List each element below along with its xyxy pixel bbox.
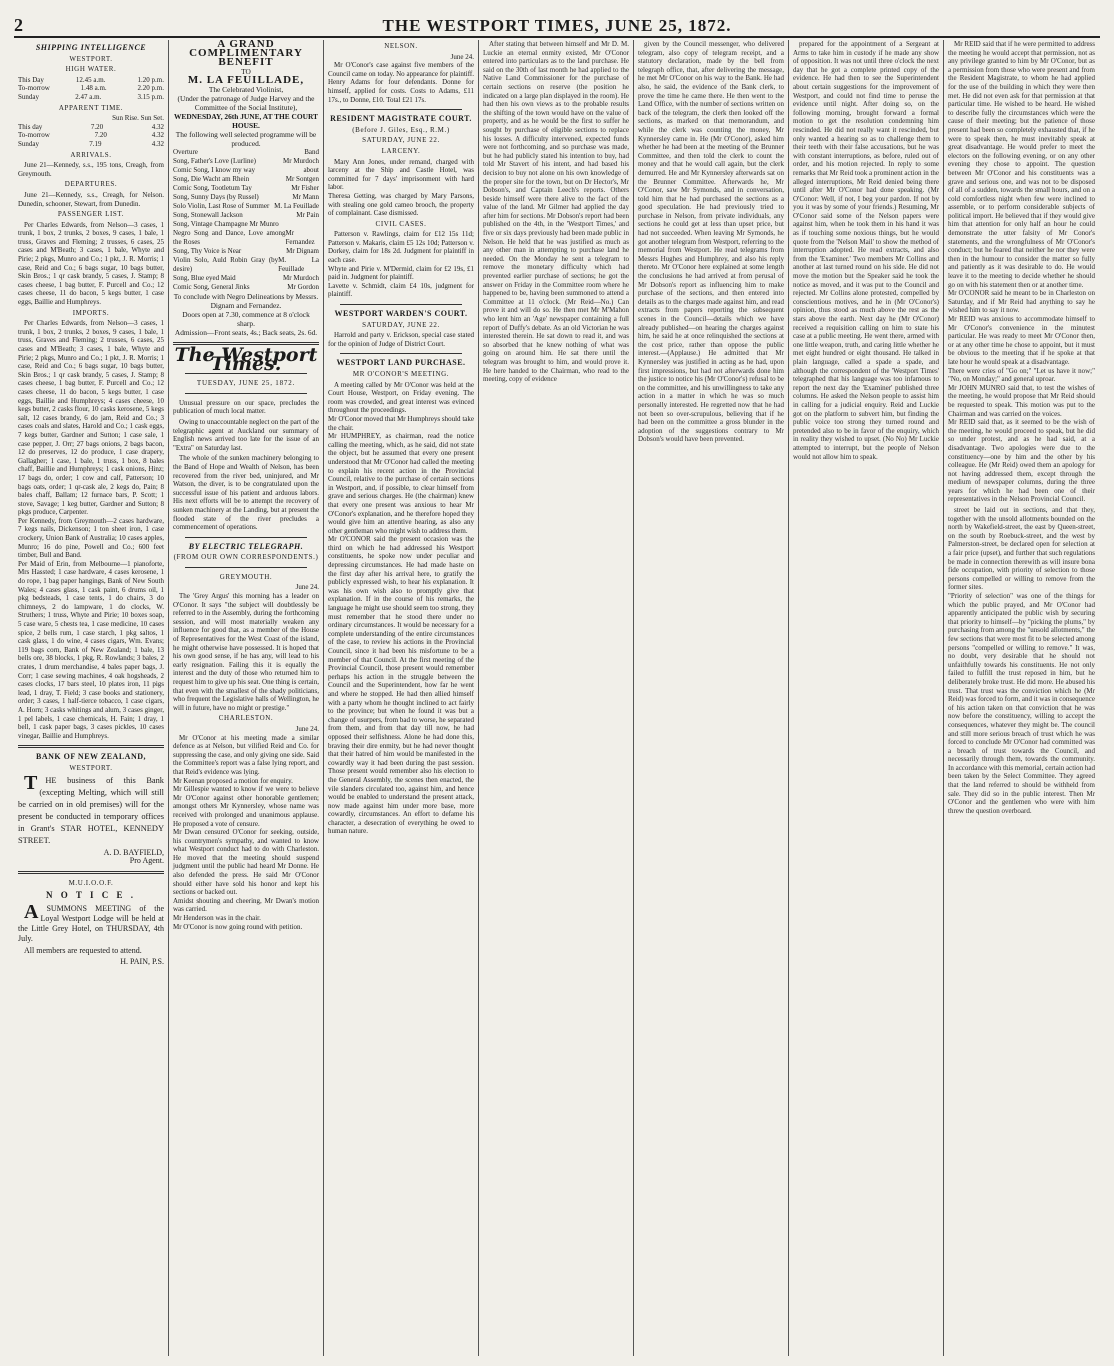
- program-item: Negro Song and Dance, Love among the Roses Mr Fernandez: [173, 229, 315, 246]
- wardens-heading: WESTPORT WARDEN'S COURT.: [334, 309, 468, 319]
- magistrate-body: Mary Ann Jones, under remand, charged with larceny at the Ship and Castle Hotel, was committed for 7 days' imprisonment with hard labor. Theresa Getting, was charged by Mary Parsons, with stealing one gold cameo brooch, the property of complainant. Case dismissed.: [328, 157, 474, 218]
- leader-paragraph: Owing to unaccountable neglect on the part of the telegraphic agent at Auckland our summary of English news arrived too late for the issue of an "Extra" on Saturday last.: [173, 417, 319, 452]
- program-item: Song, Die Wacht am Rhein Mr Sontgen: [173, 175, 319, 183]
- wardens-body: Harrold and party v. Erickson, special case stated for the opinion of Judge of District Court.: [328, 331, 474, 348]
- page-number: 2: [14, 15, 23, 35]
- shipping-port: WESTPORT.: [69, 54, 113, 63]
- benefit-line: (Under the patronage of Judge Harvey and the Committee of the Social Institute),: [177, 94, 315, 112]
- article-text: Mr REID said that if he were permitted to address the meeting he would accept that permission, not as any privilege granted to him by Mr O'Conor, but as a permission from those who were present and from the Resident Magistrate, to whom he had applied for the use of the building in which they were then met. He did not even ask for that permission at that particular time. He wished to be heard. He wished to describe fully the circumstances which were the cause of their meeting; but the patience of those present had been so completely exhausted that, if he were to speak then, he must inevitably speak at great disadvantage. He would prefer to meet the electors on the following evening, or on any other evening they chose to appoint. The question between Mr O'Conor and his constituents was a grave and serious one, and was not to be disposed of all of a sudden, towards the small hours, and on a cold comfortless night when few were inclined to assemble, or to perform considerable subjects of political import. He believed that if they would give him that attention for only half an hour he could demonstrate the utter falsity of Mr Conor's statements, and the wrongfulness of Mr O'Conor's conduct; but he feared that neither he nor they were then in the humour to consider the matter so fully and patiently as it was desirable to do. He would leave it to the meeting to decide whether he should go on with his statement then or at another time. Mr O'CONOR said he meant to be in Charleston on Saturday, and if Mr Reid had anything to say he wished him to say it now. Mr REID was anxious to accommodate himself to Mr O'Conor's convenience in the minutest particular. He was ready to meet Mr O'Conor then, or at any other time he chose to appoint, but it must be obvious to the meeting that if he spoke at that late hour he would speak at a disadvantage. There were cries of "Go on;" "Let us have it now;" "No, on Monday;" and general uproar. Mr JOHN MUNRO said that, to test the wishes of the meeting, he would propose that Mr Reid should be requested to speak. This motion was put to the Chairman and was carried on the voices. Mr REID said that, as it seemed to be the wish of the meeting, he would proceed to speak, but he did so under protest, and as he had said, at a disadvantage. Two apologies were due to the constituency—one by him and the other by his colleague. He (Mr Reid) owed them an apology for not having addressed them, except through the medium of newspaper columns, during the three years for which he had been one of their representatives in the Nelson Provincial Council.: [948, 40, 1095, 504]
- divider: [340, 353, 462, 354]
- issue-date: TUESDAY, JUNE 25, 1872.: [196, 379, 296, 388]
- shipping-heading: SHIPPING INTELLIGENCE: [35, 43, 147, 52]
- passenger-heading: PASSENGER LIST.: [57, 210, 125, 219]
- nelson-body: Mr O'Conor's case against five members of the Council came on today. No appearance for plaintiff. Henry Adams for four defendants. Donne for himself, applied for costs. Costs to Adams, £11 17s., to Donne, £10. Total £21 17s.: [328, 61, 474, 104]
- sun-header: Sun Rise. Sun Set.: [112, 114, 164, 123]
- benefit-line: WEDNESDAY, 26th JUNE, AT THE COURT HOUSE.: [174, 112, 318, 130]
- leader-paragraph: The whole of the sunken machinery belonging to the Band of Hope and Wealth of Nelson, has been recovered from the river bed, uninjured, and Mr Watson, the diver, is to be congratulated upon the successful issue of his patient and arduous labors. His next efforts will be to attempt the recovery of sunken machinery at the Landing, but at present the flooded state of the river precludes a commencement of operations.: [173, 454, 319, 532]
- column-5: [634, 40, 789, 1356]
- benefit-line: To conclude with Negro Delineations by Messrs. Dignam and Fernandez.: [173, 292, 319, 310]
- program-item: Comic Song, Tootletum Tay Mr Fisher: [173, 184, 319, 192]
- imports-heading: IMPORTS.: [72, 308, 110, 317]
- program-item: Song, Stonewall Jackson Mr Pain: [173, 211, 319, 219]
- departures-text: June 21—Kennedy, s.s., Creagh, for Nelson. Dunedin, schooner, Stewart, from Dunedin.: [18, 190, 164, 208]
- land-body: A meeting called by Mr O'Conor was held at the Court House, Westport, on Friday evening. The room was crowded, and great interest was evinced throughout the proceedings. Mr O'Conor moved that Mr Humphreys should take the chair. Mr HUMPHREY, as chairman, read the notice calling the meeting, which, as he said, did not state the object, but he assumed that every one present understood that Mr O'Conor had called the meeting to explain his recent action in the Provincial Council, relative to the purchase of certain sections in Westport, and, if possible, to clear himself from grave and serious charges. He (the chairman) knew that every one present was anxious to hear Mr O'Conor's explanation, and he therefore hoped they would give him an attentive hearing, as also any other gentleman who might wish to address them. Mr O'CONOR said the present occasion was the third on which he had addressed his Westport constituents, he spoke now under peculiar and depressing circumstances. He had made haste on the first day after his arrival here, to gratify the publicly expressed wish, to hear his explanation. It was his own wish also to promptly give that explanation. If in the course of his remarks, the language he might use should seem too strong, they must remember that he stood there under no ordinary circumstances. It would be necessary for a complete understanding of the entire circumstances of the case, to review his actions in the Provincial Council, since it had been his misfortune to be a member of that Council. At the first meeting of the Provincial Council, those present would remember perhaps his action in the struggle between the Council and the Superintendent, how far he went and where he stopped. He had then allied himself with a party whom he thought inclined to act fairly to the province; but when he found it was but a change of usurpers, from bad to worse, he separated from them, and from that day till now, he had opposed their selfishness. Alone he had done this, braving their dire enmity, but he had never thought that their hatred of him would be manifested in the cowardly way it had been during the past session. Those present would remember also his election to the General Assembly, the scenes then enacted, the vile slanders circulated too, against him, and hence would be enabled to understand the present attack, now made against him under more base, more cowardly, circumstances. An effort to defame his character, a desecration of everything he owed to human nature.: [328, 380, 474, 836]
- article-text: prepared for the appointment of a Sergeant at Arms to take him in custody if he made any show of opposition. It was not until three o'clock the next day that he got a complete printed copy of the evidence. He had then to see the Superintendent about certain suggestions for the improvement of Westport, and could not find time to peruse the evidence until night. After doing so, on the following morning, brought forward a formal motion to get the resolution condemning him rescinded. He did not really want it rescinded, but only wanted a hearing so as to challenge them to their teeth with their false accusations, but he was with constant interruptions, as before, ruled out of order, and his motion rejected. In reply to some remarks that Mr Reid took a prominent action in the alleged interruptions, Mr Reid denied being there until after Mr O'Conor had done speaking. (Mr O'Conor: Well, if not, I beg your pardon. If not by you it was by some of your friends.) Resuming, Mr O'Conor said some of the Nelson papers were against him, when he took them in his hand it was as if touching some noxious things, but he would quote from the 'Nelson Mail' to show the method of interruption adopted. He read extracts, and also from the 'Examiner.' Two members Mr Collins and another at last turned round on his side. He did not move the motion but the Speaker said he took the notice as moved, and it was put to the Council and rejected. Mr Collins alone protested, compelled by conscientious motives, and he in (Mr O'Conor's) opinion, thus stood as much above the rest as the stars above the earth. Next day he (Mr O'Conor) received a requisition calling on him to state his case at a public meeting. He went there, armed with one little weapon, truth, and caring little whether he met eight hundred or eight thousand. He talked in plain language, called a spade a spade, and although the correspondent of the 'Westport Times' telegraphed that his language was too infamous to report the next day the 'Examiner' published three columns. He asked the Nelson people to assist him in calling for a judicial enquiry. Reid and Luckie got on the platform to subvert him, but finding the public voice too strong they turned round and pretended also to be in favor of the enquiry, which in reality they wished to upset. (No No) Mr Luckie attempted to interrupt, but the people of Nelson would not allow him to speak.: [793, 40, 939, 461]
- charleston-date: June 24.: [295, 724, 319, 733]
- notice-body-2: All members are requested to attend.: [24, 945, 142, 955]
- telegraph-heading: BY ELECTRIC TELEGRAPH.: [188, 541, 304, 551]
- program-item: Overture Band: [173, 148, 319, 156]
- page-columns: [14, 40, 1100, 1356]
- divider: [340, 304, 462, 305]
- notice-signatory: H. PAIN, P.S.: [120, 956, 164, 966]
- column-3: [324, 40, 479, 1356]
- bank-heading: BANK OF NEW ZEALAND,: [35, 752, 146, 762]
- divider: [185, 567, 307, 568]
- tide-row: Sunday 2.47 a.m. 3.15 p.m.: [18, 92, 164, 101]
- greymouth-heading: GREYMOUTH.: [219, 572, 273, 581]
- divider: [340, 109, 462, 110]
- bank-role: Pro Agent.: [129, 856, 164, 866]
- benefit-line: COMPLIMENTARY BENEFIT: [189, 47, 303, 68]
- bank-place: WESTPORT.: [69, 763, 113, 772]
- column-7: [944, 40, 1099, 1356]
- larceny-heading: LARCENY.: [381, 146, 421, 155]
- divider: [18, 871, 164, 874]
- masthead: [14, 10, 1100, 38]
- benefit-line: A GRAND: [217, 40, 275, 50]
- land-sub: MR O'CONOR'S MEETING.: [352, 370, 450, 378]
- arrivals-text: June 21—Kennedy, s.s., 195 tons, Creagh, from Greymouth.: [18, 161, 164, 178]
- sun-row: To-morrow 7.20 4.32: [18, 131, 164, 140]
- magistrate-date: SATURDAY, JUNE 22.: [362, 136, 440, 145]
- benefit-line: M. LA FEUILLADE,: [187, 74, 305, 86]
- benefit-line: Admission—Front seats, 4s.; Back seats, 2s. 6d.: [174, 328, 318, 337]
- program-item: Comic Song, I know my way about: [173, 166, 319, 174]
- column-1: [14, 40, 169, 1356]
- civil-heading: CIVIL CASES.: [375, 219, 427, 228]
- arrivals-heading: ARRIVALS.: [70, 150, 112, 159]
- nelson-date: June 24.: [450, 52, 474, 61]
- article-text: After stating that between himself and Mr D. M. Luckie an eternal enmity existed, Mr O'Conor entered into particulars as to the land purchase. He said on the 30th of last month he had applied to the Native Land Commissioner for the purchase of certain sections on reserve (the position he indicated on a large plan displayed in the room). He had then his own views as to the probable results the shifting of the town would have on the value of property, and as he would be the first to suffer he sought by purchase of eligible sections to replace his losses. A difficulty intervened, expected funds were not forthcoming, and so purchase was made, but he had publicly stated his intention to buy, had told Mr Stavert of his intent, and had based his decision to buy not alone on his own knowledge of the proper site for the town, but on Dr Hector's, Mr Dobson's, and Captain Leech's reports. Others beside himself were there alive to the fact of the value of the land. Mr Gilmer had applied the day after him for sections. Mr Dobson's report had been published on the 4th, in the 'Westport Times,' and five or six days previously had been made public in Nelson. He held that he was justified as much as any other man in attempting to purchase land he needed. On the Monday he sent a telegram to remove the monetary difficulty which had prevented earlier purchase of sections; he got the answer on Friday in the Committee room where he happened to be, having been summoned to attend a Committee at 11 o'clock. (Mr Reid—No.) Can prove it and will do so. He then met Mr M'Mahon who lent him an 'Age' newspaper containing a full report of Duffy's debate. As an old Victorian he was interested therein. He sat down to read it, and was so absorbed that he knew nothing of what was going on around him. He sat there until the telegram was brought to him, and would prove it. He here handed to the Chairman, who read to the meeting, copy of evidence: [483, 40, 629, 384]
- passenger-text: Per Charles Edwards, from Nelson—3 cases, 1 trunk, 1 box, 2 trunks, 2 boxes, 9 cases, 1 bale, 1 truss, Graves and Fleming; 2 trusses, 6 cases, 25 cases and M'Beath; 3 cases, 1 bale, Whyte and Pirie; 2 pkgs, Munro and Co.; 1 pkt, J. R. Morris; 1 case, Reid and Co.; 6 bags sugar, 10 bags butter, Skin Bros.; 1 qr cask brandy, 5 cases, J. Stamp; 8 cases cheese, 1 bag butter, F. Purcell and Co.; 12 cases cheese, 11 do bacon, 5 kegs butter, 1 case eggs, Baillie and Humphreys.: [18, 220, 164, 307]
- sun-row: Sunday 7.19 4.32: [18, 139, 164, 148]
- divider: [18, 745, 164, 748]
- sun-row: This day 7.20 4.32: [18, 122, 164, 131]
- wardens-date: SATURDAY, JUNE 22.: [362, 320, 440, 329]
- benefit-line: The Celebrated Violinist,: [208, 85, 284, 94]
- program-item: Song, Vintage Champagne Mr Munro: [173, 220, 279, 228]
- program-item: Violin Solo, Auld Robin Gray (by desire) M. La Feuillade: [173, 256, 319, 273]
- apparent-time-heading: APPARENT TIME.: [58, 103, 124, 112]
- notice-heading: N O T I C E .: [46, 890, 136, 901]
- newspaper-flag: The Westport Times.: [174, 344, 318, 375]
- charleston-heading: CHARLESTON.: [218, 714, 274, 723]
- program-item: Comic Song, General Jinks Mr Gordon: [173, 283, 319, 291]
- article-text: street be laid out in sections, and that they, together with the unsold allotments bounded on the north by Wakefield-street, the east by Queen-street, on the south by Roebuck-street, and the west by Palmerston-street, be declared open for selection at a fair price (upset), and further that such regulations be made in connection therewith as will insure bona fide occupation, with priority of selection to those persons compelled or willing to remove from the former sites. "Priority of selection" was one of the things for which the public prayed, and Mr O'Conor had apparently anticipated the public wish by securing that priority to himself—by "picking the plums," by purchasing from among the "unsold allotments," the few sections that were most fit to be selected among persons "compelled or willing to remove." It was, no doubt, very desirable that he should not unfaithfully towards his constituents. He not only failed to fulfill the trust reposed in him, but he deliberately broke trust. He did more. He abused his trust. That trust was the conviction which he (Mr Reid) was forced to form, and it was in consequence of his action taken on that conviction that he was now before the constituency, willing to accept the consequences, whatever they might be. The council and still more serious breach of trust which he was forced to conclude Mr O'Conor had committed was a breach of trust towards the Council, and necessarily through them, towards the community. In accordance with this memorial, certain action had been taken by the Select Committee. They agreed that the land referred to should be withheld from sale. They did so in the public interest. Then Mr O'Conor and the gentlemen who were with him threw the question overboard.: [948, 506, 1095, 815]
- magistrate-before: (Before J. Giles, Esq., R.M.): [352, 125, 450, 134]
- column-4: [479, 40, 634, 1356]
- bank-signatory: A. D. BAYFIELD,: [103, 847, 164, 857]
- nelson-heading: NELSON.: [384, 42, 418, 50]
- greymouth-body: The 'Grey Argus' this morning has a leader on O'Conor. It says "the subject will doubtlessly be referred to in the Assembly, during the forthcoming session, and will most materially weaken any influence for good that, as a member of the House of Representatives for the West Coast of the island, he might otherwise have possessed. It is hoped that his own good sense, if he has any, will lead to his early resignation. Failing this it is equally the interest and the duty of those who returned him to request him to give up his seat. One thing is certain, that even with the smallest of the shady politicians, who frequent the Legislative halls of Wellington, he will in future, have no might or prestige.": [173, 592, 319, 712]
- notice-body: ASUMMONS MEETING of the Loyal Westport Lodge will be held at the Little Grey Hotel, on THURSDAY, 4th July.: [18, 900, 164, 943]
- benefit-line: TO: [241, 67, 251, 76]
- newspaper-title: THE WESTPORT TIMES, JUNE 25, 1872.: [382, 16, 732, 35]
- civil-body: Patterson v. Rawlings, claim for £12 15s 11d; Patterson v. Makaris, claim £5 12s 10d; Patterson v. Dorkey, claim for 18s 2d. Judgment for plaintiff in each case. Whyte and Pirie v. M'Dermid, claim for £2 19s, £1 paid in. Judgment for plaintiff. Lavette v. Schmidt, claim £4 10s, judgment for plaintiff.: [328, 230, 474, 299]
- program-item: Song, Father's Love (Lurline) Mr Murdoch: [173, 157, 319, 165]
- article-text: given by the Council messenger, who delivered telegram, also copy of telegram receipt, and a statutory declaration, made by the bell from telegraph office, that, after delivering the message, he met Mr O'Conor on his way to the Bank. He had also, he said, the evidence of the Bank clerk, to prove the time he came there. He then went to the Land Office, with the number of sections written on back of the telegram, the clerk then looked off the sections, as marked on that memorandum, and while the clerk was counting the money, Mr Kynnersley came in. He (Mr O'Conor), asked him whether he had been at the meeting of the Brunner Committee, and then told the clerk to count the money and that he would call again, but the clerk demurred. He and Mr Kynnersley afterwards sat on the Brunner Committee. Afterwards he, Mr O'Conor, saw Mr Symonds, and in conversation, told him that he had purchased the sections as a good speculation. He had previously tried to purchase in Nelson, from private individuals, any sections he could get at less than upset price, but had not succeeded. When leaving Mr Symonds, he got another telegram from Westport, referring to the memorial from Westport. He read telegrams from Messrs Hughes and Humphrey, and also his reply thereto. Mr O'Conor here explained at some length the conclusions he had arrived at from perusal of Mr Dobson's report as influencing him to make purchase of the sections, and then entered into details as to the charges made against him, and read extracts from papers reporting the subsequent scenes in the Council—details which we have already published—on hearing the charges against him, he said he at once relinquished the sections at the cost price, rather than oppose the public interest.—(Applause.) He admitted that Mr Kynnersley was justified in acting as he had, upon first impressions, but had not afterwards done him the justice to notice his (Mr O'Conor's) refusal to be on the committee, and his unwillingness to take any action in a matter in which he was so much personally interested. He regretted now that he had not been so over-scrupulous, believing that if he had been on the committee a gross blunder in the adoption of the suggestions contrary to Mr Dobson's would have been prevented.: [638, 40, 784, 444]
- program-item: Song, Thy Voice is Near Mr Dignam: [173, 247, 319, 255]
- divider: [185, 393, 307, 394]
- magistrate-heading: RESIDENT MAGISTRATE COURT.: [330, 114, 472, 124]
- departures-heading: DEPARTURES.: [64, 180, 118, 189]
- column-2: [169, 40, 324, 1356]
- telegraph-sub: (FROM OUR OWN CORRESPONDENTS.): [173, 553, 319, 562]
- high-water-heading: HIGH WATER.: [65, 65, 117, 74]
- program-item: Song, Sunny Days (by Russel) Mr Mann: [173, 193, 319, 201]
- leader-paragraph: Unusual pressure on our space, precludes the publication of much local matter.: [173, 398, 319, 416]
- bank-body: THE business of this Bank (excepting Melting, which will still be carried on in old premises) will for the present be conducted in temporary offices in Grant's STAR HOTEL, KENNEDY STREET.: [18, 771, 164, 845]
- benefit-line: Doors open at 7.30, commence at 8 o'clock sharp.: [182, 310, 310, 328]
- benefit-advert: [173, 40, 319, 337]
- column-6: [789, 40, 944, 1356]
- land-heading: WESTPORT LAND PURCHASE.: [336, 358, 466, 368]
- benefit-line: The following well selected programme will be produced.: [175, 130, 317, 148]
- divider: [185, 537, 307, 538]
- tide-row: To-morrow 1.48 a.m. 2.20 p.m.: [18, 84, 164, 93]
- greymouth-date: June 24.: [295, 583, 319, 592]
- program-item: Song, Blue eyed Maid Mr Murdoch: [173, 274, 319, 282]
- charleston-body: Mr O'Conor at his meeting made a similar defence as at Nelson, but vilified Reid and Co. for suppressing the case, and only giving one side. Said the Committee's report was a false lying report, and that Reid's evidence was lying. Mr Keenan proposed a motion for enquiry. Mr Gillespie wanted to know if we were to believe Mr O'Conor against other honorable gentlemen; amongst others Mr Kynnersley, whose name was received with prolonged and unanimous applause. He proposed a vote of censure. Mr Dwan censured O'Conor for seeking, outside, his countrymen's sympathy, and wanted to know what Westport conduct had to do with Charleston. He moved that the meeting should suspend judgment until the public had heard Mr Donne. He also defended the press. He said Mr O'Conor should either have sold his honor and kept his sections or backed out. Amidst shouting and cheering, Mr Dwan's motion was carried. Mr Henderson was in the chair. Mr O'Conor is now going round with petition.: [173, 733, 319, 931]
- muiof-heading: M.U.I.O.O.F.: [68, 878, 114, 887]
- program-item: Solo Violin, Last Rose of Summer M. La Feuillade: [173, 202, 319, 210]
- imports-text: Per Charles Edwards, from Nelson—3 cases, 1 trunk, 1 box, 2 trunks, 2 boxes, 9 cases, 1 bale, 1 truss, Graves and Fleming; 2 trusses, 6 cases, 25 cases and M'Beath; 3 cases, 1 bale, Whyte and Pirie; 2 pkgs, Munro and Co.; 1 pkt, J. R. Morris; 1 case, Reid and Co.; 6 bags sugar, 10 bags butter, Skin Bros.; 1 qr cask brandy, 5 cases, J. Stamp; 8 cases cheese, 1 bag butter, F. Purcell and Co.; 12 cases cheese, 11 do bacon, 5 kegs butter, 1 case eggs, Baillie and Humphreys; 4 cases cheese, 10 kegs butter, 2 casks flour, 10 casks kerosene, 5 kegs salt, 12 cases brandy, 6 do jam, Reid and Co.; 3 cases coals and slates, Harold and Co.; 1 cask eggs, 7 kegs butter, Gardner and Sutton; 1 case sale, 1 case pepper, J. Orr; 27 bags onions, 2 bags bacon, 12 do preserves, 12 do produce, 1 case drapery, Gallagher; 1 case, 1 bale, 1 truss, 1 box, 8 bales chaff, Baillie and Humphreys; 1 cask onions, Hinz; 17 bags do, order; 1 cow and calf, Patterson; 10 bags oats, order; 1 qr-cask ale, 2 kegs do, Pain; 8 bales chaff, Ballam; 12 furnace bars, P. Scott; 1 stove, Savage; 1 keg butter, Gardner and Sutton; 8 pkgs produce, Carpenter. Per Kennedy, from Greymouth—2 cases hardware, 7 kegs nails, Dickenson; 1 ton sheet iron, 1 case crockery, Union Bank of Australia; 10 cases apples, Munro; 16 do pine, Powell and Co.; 600 feet timber, Bull and Band. Per Maid of Erin, from Melbourne—1 pianoforte, Mrs Hassted; 1 case hardware, 4 cases kerosene, 1 do rope, 1 bag paper hangings, Bank of New South Wales; 4 cases glass, 1 cask paint, 6 drums oil, 1 pkg bedsteads, 1 case tents, 1 do chairs, 3 do chimneys, 2 do lampware, 1 do clocks, W. Struthers; 1 truss, Whyte and Pirie; 10 boxes soap, 5 case ware, 5 chests tea, 1 case medicine, 10 cases spice, 2 bells rum, 1 case starch, 1 pkg saltos, 1 cask glass, 1 do wine, 4 cases cigars, Wm. Evans; 119 bags corn, Bank of New Zealand; 1 bale, 13 bells ore, 38 blocks, 1 pkg, R. Rowlands; 3 bales, 2 crates, 1 drum merchandise, 4 bales paper bags, J. Corr; 1 case sewing machines, 4 oak hogsheads, 2 cases clocks, 17 bars steel, 10 plates iron, 11 pigs lead, 1 dray, T. Field; 3 case books and stationery, order; 3 cases, 1 half-tierce tobacco, 1 case cigars, A. Horn; 3 casks whitings and alum, 3 cases ginger, 1 pel labels, 1 case chemicals, H. Fain; 1 dray, 1 bell, 1 cask paper bags, 3 cases pickles, 10 cases vinegar, Baillie and Humphreys.: [18, 319, 164, 740]
- program-list: [173, 148, 319, 292]
- tide-row: This Day 12.45 a.m. 1.20 p.m.: [18, 75, 164, 84]
